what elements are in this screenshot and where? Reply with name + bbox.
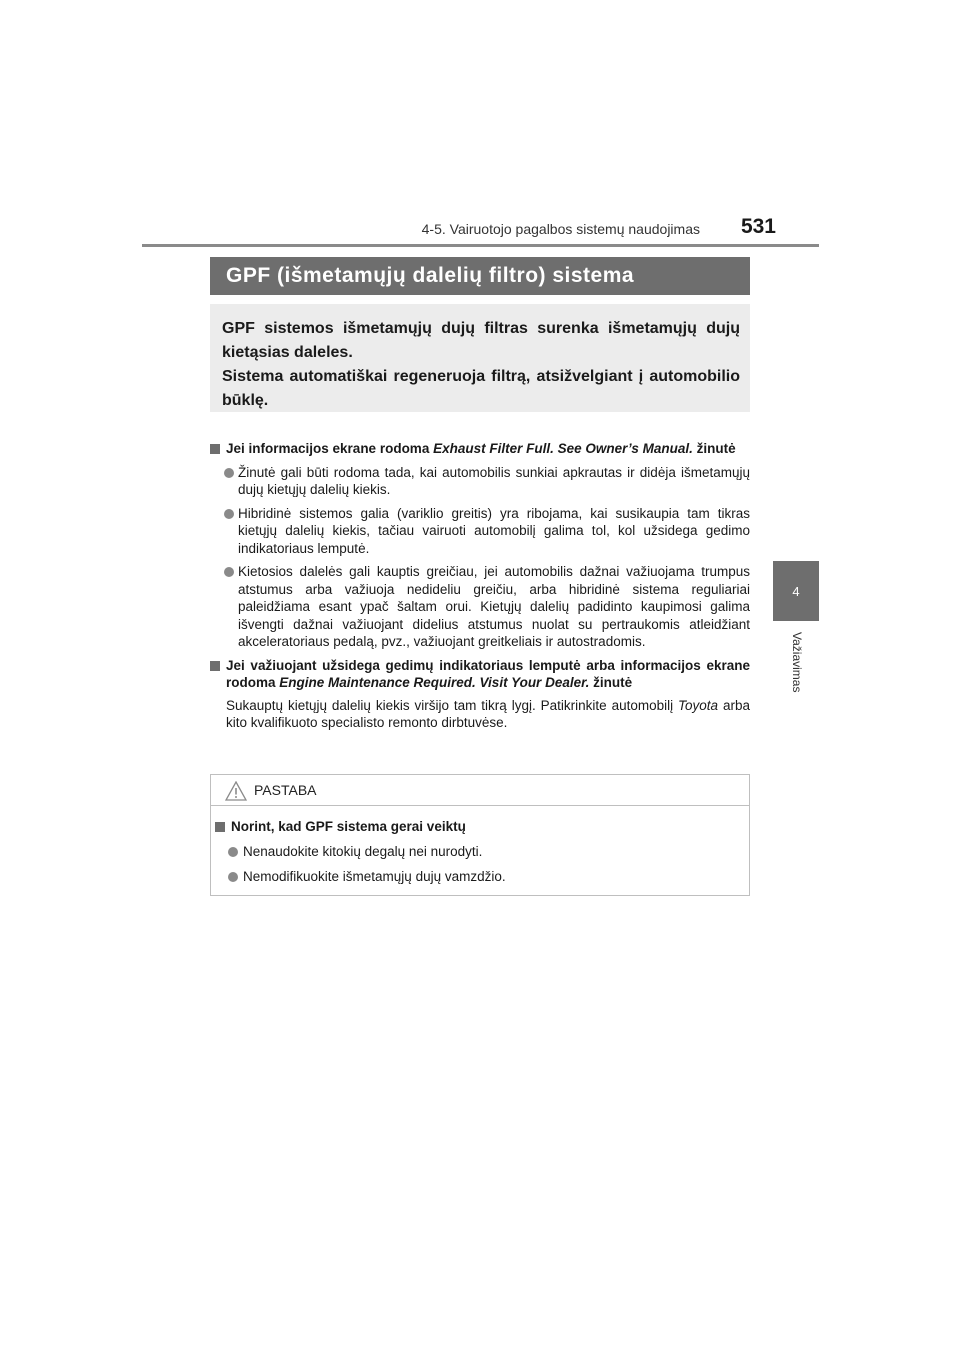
intro-box	[210, 304, 750, 412]
intro-line-1: GPF sistemos išmetamųjų dujų filtras surenka išmetamųjų dujų kietąsias daleles.	[222, 320, 740, 361]
chapter-label: Važiavimas	[790, 632, 804, 693]
header-divider	[142, 244, 819, 247]
section-title-bar	[210, 257, 750, 295]
section1-bullet	[210, 505, 750, 558]
section1-bullet	[210, 563, 750, 651]
chapter-tab	[773, 561, 819, 621]
round-bullet-icon	[228, 847, 238, 857]
section1-bullet-text: Hibridinė sistemos galia (variklio greitis) yra ribojama, kai susikaupia tam tikras kietųjų dalelių kiekis, tačiau vairuoti automobilį galima tol, kol užsidega gedimo indikatoriaus lemputė.	[238, 505, 750, 556]
section1-bullet-text: Kietosios dalelės gali kauptis greičiau, jei automobilis dažnai važiuojama trumpus atstumus arba važiuoja nedideliu greičiu, arba hibridinė sistema reguliariai paleidžiama esant ypač šaltam orui. Kietųjų dalelių padidinto kaupimosi galima išvengti dažnai važiuojant didelius atstumus nuolat su pertraukomis atleidžiant akceleratoriaus pedalą, pvz., važiuojant greitkeliais ir autostradomis.	[238, 564, 750, 649]
note-body	[211, 806, 749, 886]
section2-heading-suffix: žinutė	[589, 675, 633, 690]
section1-heading	[210, 440, 750, 458]
section-title: GPF (išmetamųjų dalelių filtro) sistema	[226, 264, 635, 287]
section1-heading-suffix: žinutė	[692, 441, 736, 456]
section1-heading-prefix: Jei informacijos ekrane rodoma	[226, 441, 434, 456]
warning-triangle-icon	[225, 781, 247, 801]
chapter-number: 4	[792, 583, 800, 599]
round-bullet-icon	[224, 468, 234, 478]
section2-paragraph	[210, 697, 750, 732]
header-section-title: 4-5. Vairuotojo pagalbos sistemų naudojimas	[421, 221, 700, 237]
section1-bullet-text: Žinutė gali būti rodoma tada, kai automobilis sunkiai apkrautas ir didėja išmetamųjų dujų kietųjų dalelių kiekis.	[238, 464, 750, 497]
note-bullet-text: Nemodifikuokite išmetamųjų dujų vamzdžio.	[243, 869, 506, 884]
note-title: PASTABA	[254, 782, 317, 798]
note-bullet	[215, 843, 749, 861]
section2-heading-message: Engine Maintenance Required. Visit Your Dealer.	[279, 675, 590, 690]
section2-para-prefix: Sukauptų kietųjų dalelių kiekis viršijo tam tikrą lygį. Patikrinkite automobilį	[226, 697, 679, 713]
square-bullet-icon	[210, 661, 220, 671]
note-header	[211, 775, 749, 806]
note-bullet	[215, 868, 749, 886]
note-bullet-text: Nenaudokite kitokių degalų nei nurodyti.	[243, 844, 483, 859]
intro-line-2: Sistema automatiškai regeneruoja filtrą, atsižvelgiant į automobilio būklę.	[222, 368, 740, 409]
main-content	[210, 440, 750, 732]
note-heading-text: Norint, kad GPF sistema gerai veiktų	[231, 819, 466, 834]
square-bullet-icon	[210, 444, 220, 454]
round-bullet-icon	[224, 567, 234, 577]
caution-note-box	[210, 774, 750, 896]
section2-heading	[210, 657, 750, 692]
section2-para-brand: Toyota	[678, 697, 719, 713]
section1-bullet	[210, 464, 750, 499]
square-bullet-icon	[215, 822, 225, 832]
note-heading	[215, 818, 749, 836]
round-bullet-icon	[228, 872, 238, 882]
section2-heading-prefix: Jei važiuojant užsidega gedimų indikatoriaus lemputė arba informacijos ekrane rodoma	[226, 657, 750, 690]
page-number: 531	[740, 215, 776, 238]
round-bullet-icon	[224, 509, 234, 519]
section2-para-suffix: arba kito kvalifikuoto specialisto remonto dirbtuvėse.	[226, 697, 750, 730]
section1-heading-message: Exhaust Filter Full. See Owner’s Manual.	[433, 441, 693, 456]
